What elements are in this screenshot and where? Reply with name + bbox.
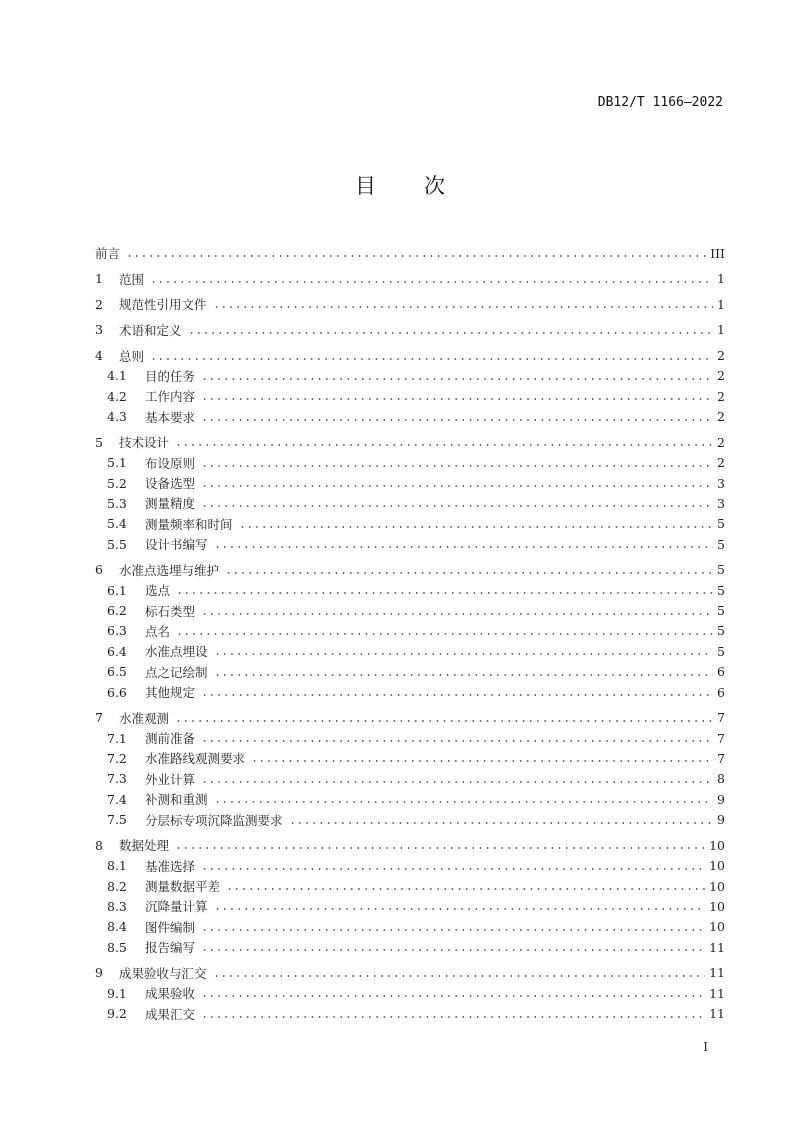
toc-entry-page: 10 — [709, 858, 725, 874]
toc-entry[interactable] — [95, 809, 725, 829]
toc-entry[interactable] — [95, 294, 725, 314]
dot-leader — [214, 644, 713, 658]
toc-entry-number: 5.4 — [107, 516, 127, 532]
toc-entry-page: 6 — [717, 684, 725, 700]
toc-entry-label: 目的任务 — [145, 368, 196, 384]
toc-entry-number: 6.1 — [107, 582, 127, 598]
toc-entry-label: 规范性引用文件 — [119, 297, 207, 313]
toc-entry[interactable] — [95, 534, 725, 554]
toc-entry-label: 沉降量计算 — [145, 899, 208, 915]
toc-entry-page: 7 — [717, 710, 725, 726]
toc-entry-page: 2 — [717, 409, 725, 425]
toc-entry-number: 8.3 — [107, 898, 127, 914]
dot-leader — [176, 624, 713, 638]
toc-entry[interactable] — [95, 917, 725, 937]
toc-entry-number: 6 — [95, 562, 103, 578]
toc-entry-label: 总则 — [119, 348, 145, 364]
title-char-1: 目 — [355, 174, 376, 198]
dot-leader — [201, 685, 713, 699]
dot-leader — [201, 772, 713, 786]
toc-entry-page: 5 — [717, 536, 725, 552]
toc-entry[interactable] — [95, 452, 725, 472]
toc-entry-label: 点之记绘制 — [145, 664, 208, 680]
toc-entry-number: 6.4 — [107, 643, 127, 659]
toc-entry[interactable] — [95, 682, 725, 702]
toc-entry-page: 1 — [717, 322, 725, 338]
toc-entry[interactable] — [95, 876, 725, 896]
toc-entry-number: 7.5 — [107, 812, 127, 828]
dot-leader — [176, 583, 713, 597]
toc-entry-label: 基本要求 — [145, 409, 196, 425]
toc-entry-page: 5 — [717, 623, 725, 639]
toc-entry-number: 9.2 — [107, 1006, 127, 1022]
dot-leader — [214, 899, 706, 913]
toc-entry-page: 5 — [717, 582, 725, 598]
toc-entry-label: 测量数据平差 — [145, 879, 221, 895]
toc-entry-label: 成果汇交 — [145, 1006, 196, 1022]
toc-entry[interactable] — [95, 621, 725, 641]
dot-leader — [201, 456, 713, 470]
toc-entry-number: 6.5 — [107, 664, 127, 680]
dot-leader — [201, 410, 713, 424]
toc-entry-label: 水准点选埋与维护 — [119, 562, 220, 578]
toc-entry[interactable] — [95, 560, 725, 580]
toc-entry[interactable] — [95, 345, 725, 365]
toc-entry-label: 选点 — [145, 583, 171, 599]
toc-entry-number: 2 — [95, 296, 103, 312]
toc-entry-page: 2 — [717, 388, 725, 404]
toc-entry-label: 数据处理 — [119, 838, 170, 854]
toc-entry[interactable] — [95, 320, 725, 340]
toc-entry-page: 10 — [709, 878, 725, 894]
toc-entry-page: 5 — [717, 562, 725, 578]
dot-leader — [175, 838, 705, 852]
toc-entry-label: 成果验收与汇交 — [119, 965, 207, 981]
dot-leader — [213, 966, 706, 980]
dot-leader — [201, 496, 713, 510]
toc-entry-number: 5 — [95, 434, 103, 450]
toc-entry-page: 2 — [717, 368, 725, 384]
toc-entry-number: 1 — [95, 271, 103, 287]
standard-code: DB12/T 1166—2022 — [597, 95, 723, 110]
toc-entry-page: 2 — [717, 455, 725, 471]
toc-entry[interactable] — [95, 641, 725, 661]
toc-entry-label: 前言 — [95, 246, 121, 262]
toc-entry-label: 标石类型 — [145, 603, 196, 619]
title-char-2: 次 — [424, 174, 445, 198]
toc-entry-number: 6.2 — [107, 603, 127, 619]
toc-entry-label: 其他规定 — [145, 685, 196, 701]
toc-entry-number: 7.2 — [107, 750, 127, 766]
toc-entry-label: 报告编写 — [145, 940, 196, 956]
toc-entry-label: 水准观测 — [119, 710, 170, 726]
toc-entry[interactable] — [95, 406, 725, 426]
toc-entry-number: 8.5 — [107, 939, 127, 955]
dot-leader — [150, 349, 713, 363]
toc-entry-label: 布设原则 — [145, 455, 196, 471]
page-title — [0, 170, 800, 200]
toc-entry[interactable] — [95, 386, 725, 406]
toc-entry-page: 7 — [717, 730, 725, 746]
dot-leader — [226, 879, 705, 893]
toc-entry[interactable] — [95, 835, 725, 855]
toc-entry-page: 10 — [709, 837, 725, 853]
dot-leader — [150, 272, 713, 286]
toc-entry[interactable] — [95, 432, 725, 452]
toc-entry-number: 9.1 — [107, 985, 127, 1001]
dot-leader — [214, 537, 713, 551]
toc-entry-number: 9 — [95, 965, 103, 981]
toc-entry[interactable] — [95, 708, 725, 728]
toc-entry[interactable] — [95, 269, 725, 289]
toc-entry-label: 外业计算 — [145, 771, 196, 787]
toc-entry[interactable] — [95, 748, 725, 768]
toc-entry-page: 10 — [709, 919, 725, 935]
toc-entry-number: 4 — [95, 348, 103, 363]
dot-leader — [201, 731, 713, 745]
toc-entry-page: 7 — [717, 750, 725, 766]
dot-leader — [214, 792, 713, 806]
toc-entry-label: 范围 — [119, 271, 145, 287]
dot-leader — [251, 751, 713, 765]
toc-entry-page: 8 — [717, 771, 725, 787]
toc-entry-label: 测前准备 — [145, 731, 196, 747]
toc-entry-label: 工作内容 — [145, 389, 196, 405]
toc-entry[interactable] — [95, 580, 725, 600]
toc-entry-page: 10 — [709, 898, 725, 914]
toc-entry[interactable] — [95, 243, 725, 263]
toc-entry-number: 8.2 — [107, 878, 127, 894]
toc-entry-page: 11 — [709, 965, 725, 981]
toc-entry-label: 基准选择 — [145, 858, 196, 874]
toc-entry-page: 1 — [717, 296, 725, 312]
toc-entry-number: 4.1 — [107, 368, 127, 384]
toc-entry[interactable] — [95, 769, 725, 789]
dot-leader — [188, 323, 713, 337]
dot-leader — [201, 604, 713, 618]
toc-entry[interactable] — [95, 789, 725, 809]
toc-entry[interactable] — [95, 728, 725, 748]
toc-entry-label: 术语和定义 — [119, 322, 182, 338]
toc-entry-number: 5.5 — [107, 536, 127, 552]
toc-entry-label: 技术设计 — [119, 435, 170, 451]
dot-leader — [239, 517, 713, 531]
toc-entry-number: 8 — [95, 837, 103, 853]
toc-entry[interactable] — [95, 937, 725, 957]
toc-entry[interactable] — [95, 493, 725, 513]
dot-leader — [126, 246, 706, 260]
toc-entry-page: 6 — [717, 664, 725, 680]
toc-entry-label: 点名 — [145, 623, 171, 639]
toc-entry-page: 5 — [717, 603, 725, 619]
dot-leader — [201, 920, 705, 934]
toc-entry-number: 4.2 — [107, 388, 127, 404]
dot-leader — [201, 940, 705, 954]
toc-entry-number: 6.3 — [107, 623, 127, 639]
toc-entry-label: 补测和重测 — [145, 792, 208, 808]
toc-entry-label: 图件编制 — [145, 919, 196, 935]
toc-entry-page: 11 — [709, 985, 725, 1001]
toc-entry-number: 7.4 — [107, 791, 127, 807]
dot-leader — [225, 563, 713, 577]
toc-entry-label: 分层标专项沉降监测要求 — [145, 812, 283, 828]
toc-entry-number: 7.1 — [107, 730, 127, 746]
dot-leader — [201, 476, 713, 490]
toc-entry-number: 7.3 — [107, 771, 127, 787]
toc-entry-number: 5.1 — [107, 455, 127, 471]
toc-entry[interactable] — [95, 983, 725, 1003]
toc-entry-label: 水准点埋设 — [145, 644, 208, 660]
toc-entry-label: 设备选型 — [145, 476, 196, 492]
toc-entry-page: 11 — [709, 939, 725, 955]
toc-entry-page: 1 — [717, 271, 725, 287]
toc-entry-page: 11 — [709, 1006, 725, 1022]
dot-leader — [201, 859, 705, 873]
toc-entry-number: 5.3 — [107, 495, 127, 511]
toc-entry-page: 3 — [717, 475, 725, 491]
dot-leader — [201, 1007, 705, 1021]
toc-entry-page: III — [710, 245, 725, 261]
toc-entry[interactable] — [95, 600, 725, 620]
toc-entry-number: 3 — [95, 322, 103, 338]
toc-entry[interactable] — [95, 855, 725, 875]
toc-entry-page: 2 — [717, 434, 725, 450]
toc-entry[interactable] — [95, 514, 725, 534]
dot-leader — [175, 435, 713, 449]
toc-entry-page: 9 — [717, 791, 725, 807]
toc-entry-number: 6.6 — [107, 684, 127, 700]
toc-entry[interactable] — [95, 662, 725, 682]
dot-leader — [201, 389, 713, 403]
toc-entry-page: 5 — [717, 643, 725, 659]
toc-entry-number: 8.4 — [107, 919, 127, 935]
toc-entry-number: 8.1 — [107, 858, 127, 874]
dot-leader — [175, 711, 713, 725]
footer-page-number: I — [703, 1040, 708, 1054]
toc-entry-label: 测量频率和时间 — [145, 516, 233, 532]
toc-entry-number: 7 — [95, 710, 103, 726]
toc-entry[interactable] — [95, 963, 725, 983]
table-of-contents — [95, 243, 725, 1024]
dot-leader — [289, 813, 713, 827]
dot-leader — [201, 986, 705, 1000]
toc-entry-label: 测量精度 — [145, 496, 196, 512]
toc-entry-page: 3 — [717, 495, 725, 511]
toc-entry[interactable] — [95, 896, 725, 916]
toc-entry[interactable] — [95, 473, 725, 493]
toc-entry-page: 2 — [717, 348, 725, 363]
dot-leader — [214, 665, 713, 679]
toc-entry[interactable] — [95, 1003, 725, 1023]
toc-entry-page: 9 — [717, 812, 725, 828]
toc-entry-number: 5.2 — [107, 475, 127, 491]
toc-entry-page: 5 — [717, 516, 725, 532]
dot-leader — [201, 369, 713, 383]
dot-leader — [213, 297, 713, 311]
toc-entry-label: 成果验收 — [145, 986, 196, 1002]
toc-entry-number: 4.3 — [107, 409, 127, 425]
toc-entry-label: 水准路线观测要求 — [145, 751, 246, 767]
toc-entry-label: 设计书编写 — [145, 537, 208, 553]
toc-entry[interactable] — [95, 366, 725, 386]
